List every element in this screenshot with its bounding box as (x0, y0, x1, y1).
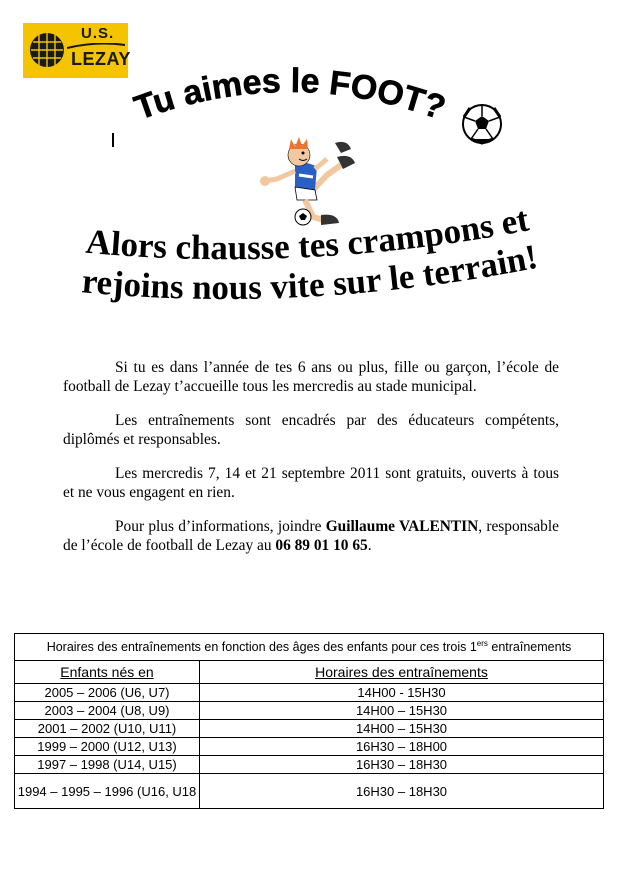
headline-question-text: Tu aimes le FOOT? (129, 64, 451, 128)
contact-intro: Pour plus d’informations, joindre (115, 518, 326, 535)
headline-question (110, 64, 470, 134)
birth-years-cell: 2001 – 2002 (U10, U11) (15, 720, 200, 738)
contact-phone: 06 89 01 10 65 (275, 537, 368, 554)
table-row (15, 738, 604, 756)
schedule-cell: 16H30 – 18H30 (200, 756, 604, 774)
table-row (15, 756, 604, 774)
headline-call-to-action (55, 205, 565, 325)
schedule-cell: 14H00 - 15H30 (200, 684, 604, 702)
paragraph-coaches: Les entraînements sont encadrés par des éducateurs compétents, diplômés et responsables. (63, 412, 559, 448)
table-caption-sup: ers (476, 639, 488, 649)
birth-years-cell: 2003 – 2004 (U8, U9) (15, 702, 200, 720)
paragraph-free-sessions: Les mercredis 7, 14 et 21 septembre 2011 sont gratuits, ouverts à tous et ne vous engagent en rien. (63, 465, 559, 501)
column-header-birth-years: Enfants nés en (15, 661, 200, 684)
schedule-cell: 14H00 – 15H30 (200, 720, 604, 738)
schedule-cell: 16H30 – 18H30 (200, 774, 604, 809)
paragraph-contact (63, 517, 559, 555)
table-caption-end: entraînements (487, 640, 572, 655)
logo-text-us: U.S. (81, 25, 115, 42)
text-cursor (112, 133, 114, 147)
contact-end: . (367, 537, 372, 554)
contact-role: , responsable de l’école de football de Lezay au (63, 518, 559, 554)
logo-text-club: LEZAY (71, 49, 131, 69)
headline-line-2: rejoins nous vite sur le terrain! (80, 236, 541, 308)
schedule-cell: 14H00 – 15H30 (200, 702, 604, 720)
soccer-ball-icon (27, 30, 67, 70)
training-schedule-table (14, 633, 604, 809)
schedule-cell: 16H30 – 18H00 (200, 738, 604, 756)
soccer-ball-icon (460, 102, 504, 146)
table-caption (15, 634, 604, 661)
birth-years-cell: 1994 – 1995 – 1996 (U16, U18 (15, 774, 200, 809)
svg-text:Tu aimes le FOOT? (130, 64, 450, 127)
birth-years-cell: 2005 – 2006 (U6, U7) (15, 684, 200, 702)
birth-years-cell: 1999 – 2000 (U12, U13) (15, 738, 200, 756)
table-row (15, 684, 604, 702)
headline-line-1: Alors chausse tes crampons et (84, 205, 532, 268)
contact-name: Guillaume VALENTIN (325, 518, 479, 535)
paragraph-intro: Si tu es dans l’année de tes 6 ans ou plus, fille ou garçon, l’école de football de Lezay t’accueille tous les mercredis au stade municipal. (63, 359, 559, 395)
table-caption-text: Horaires des entraînements en fonction des âges des enfants pour ces trois 1 (46, 640, 477, 655)
table-row (15, 702, 604, 720)
table-row (15, 720, 604, 738)
birth-years-cell: 1997 – 1998 (U14, U15) (15, 756, 200, 774)
body-text (63, 358, 559, 570)
table-row (15, 774, 604, 809)
column-header-schedule: Horaires des entraînements (200, 661, 604, 684)
